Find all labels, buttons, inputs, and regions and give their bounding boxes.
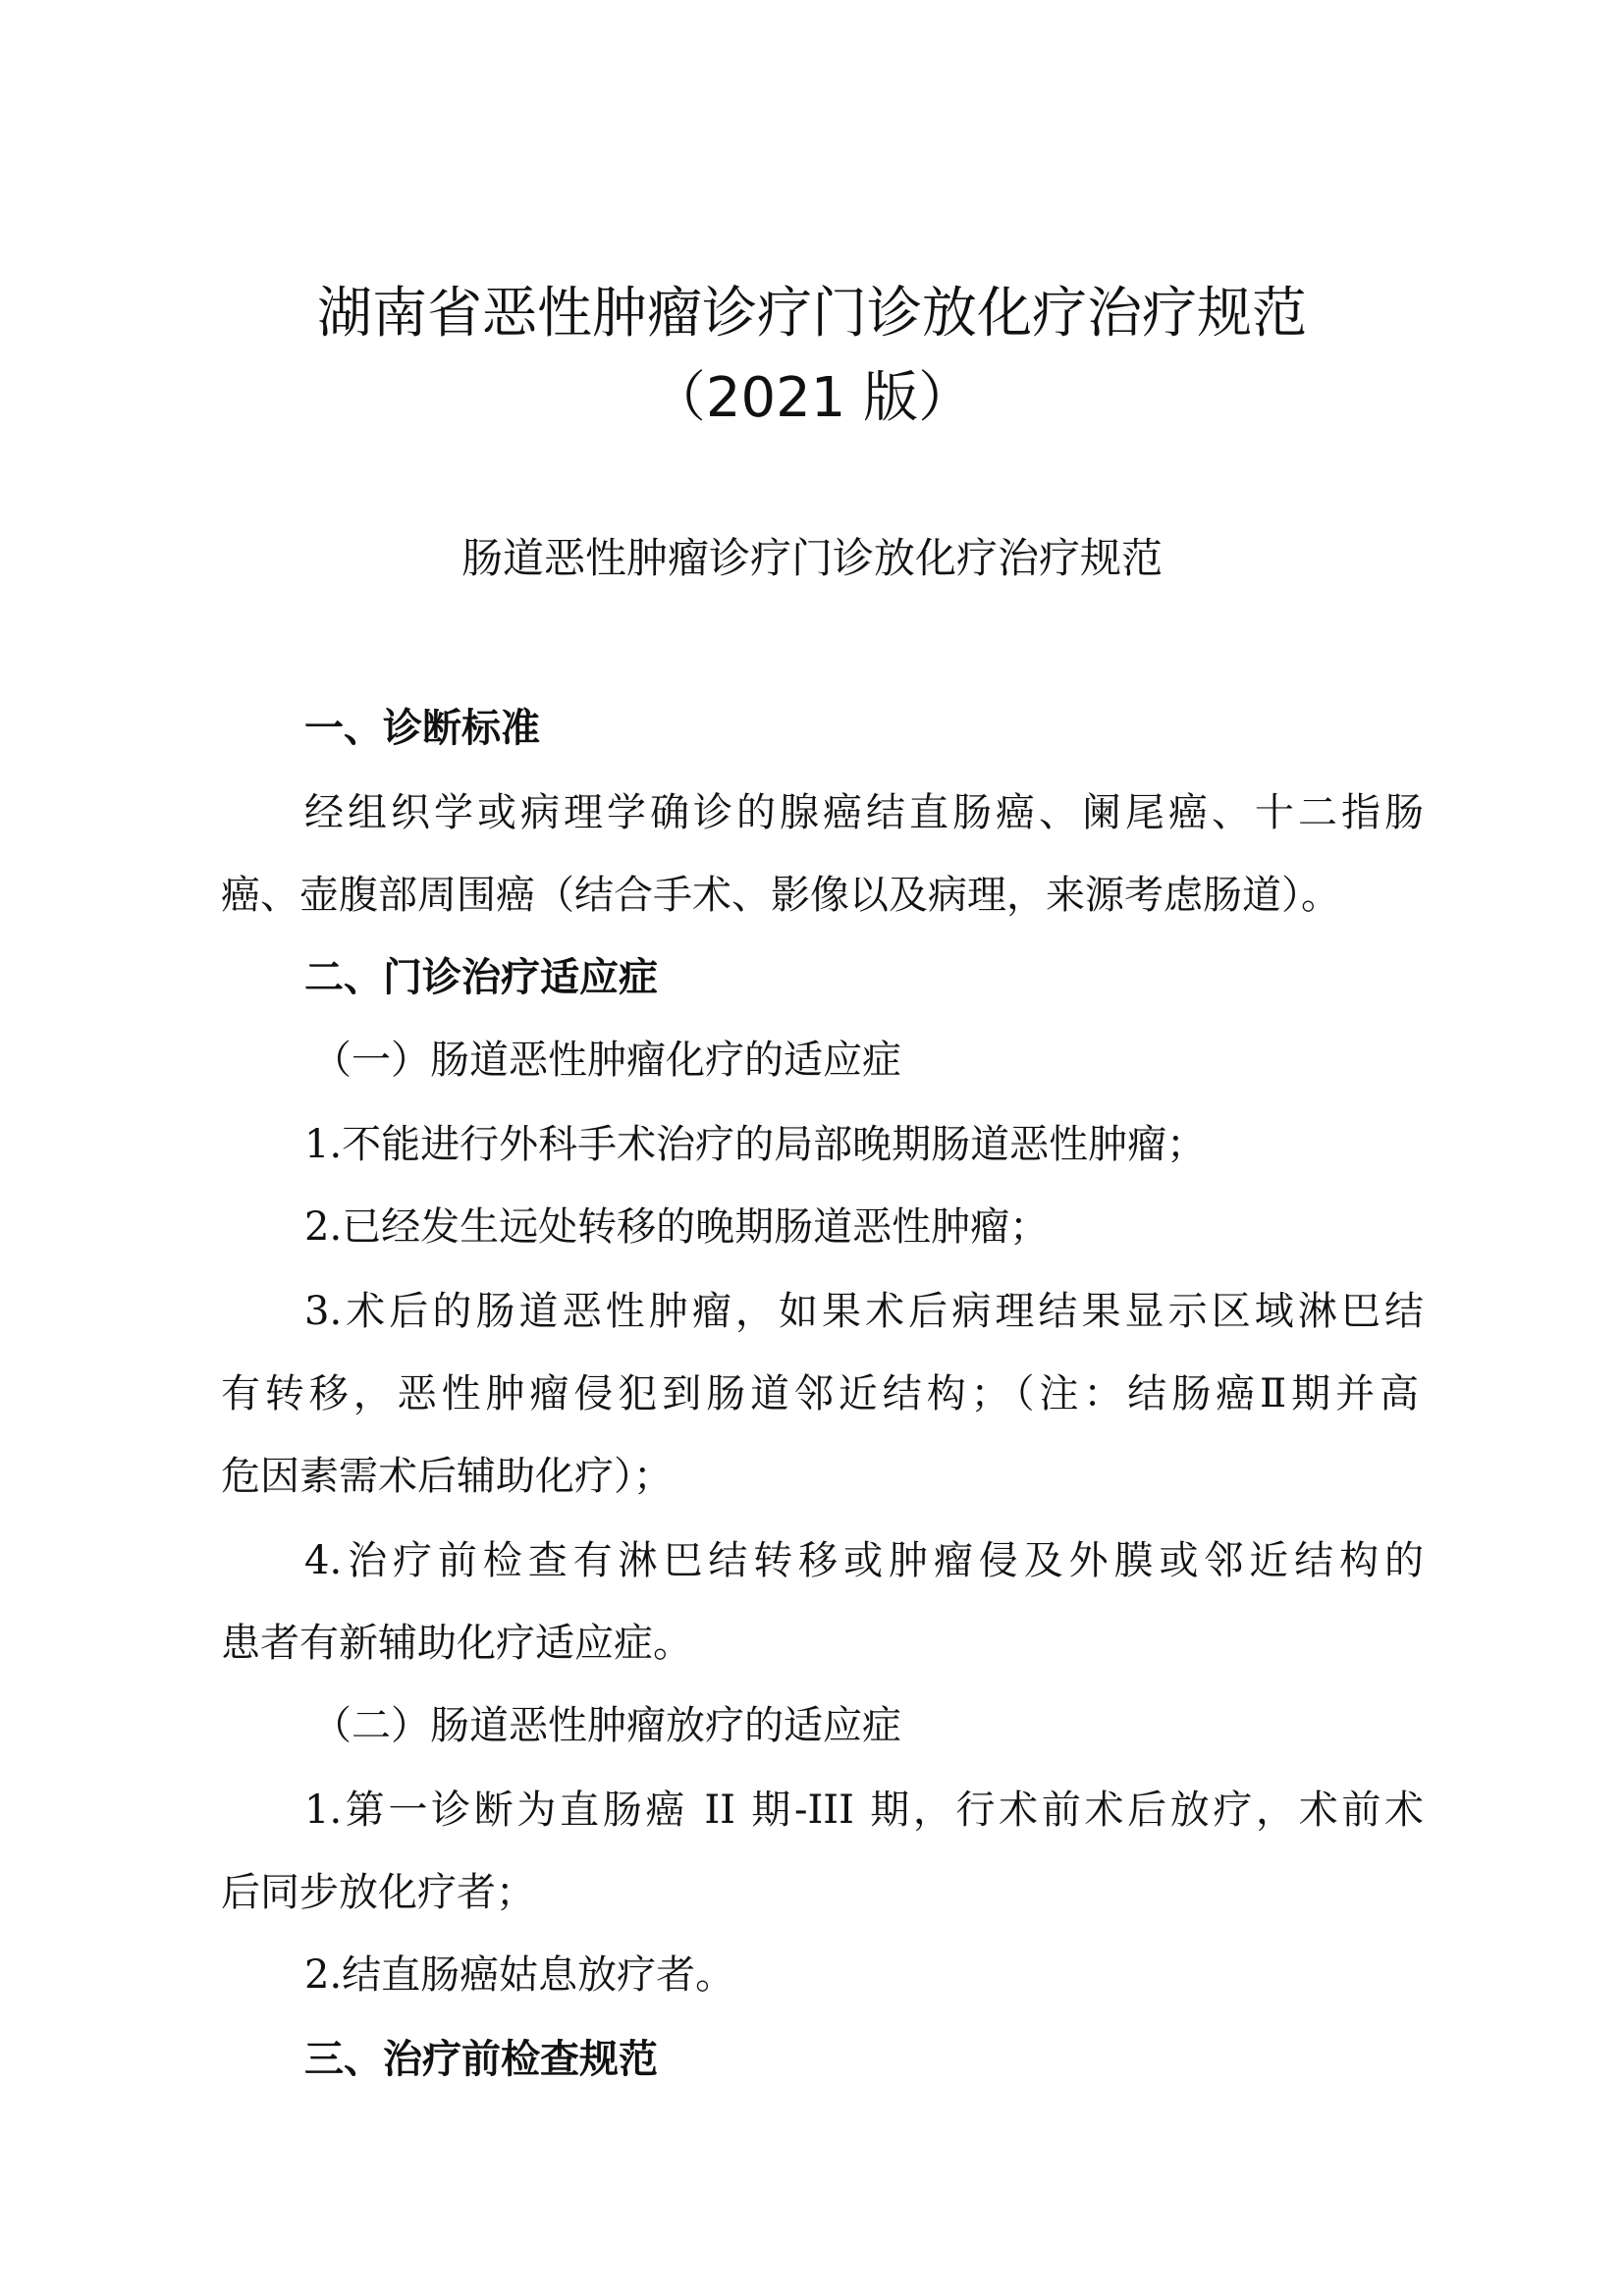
diagnosis-paragraph-line: 癌、壶腹部周围癌（结合手术、影像以及病理，来源考虑肠道）。	[221, 873, 1340, 918]
document-title-year: （2021 版）	[650, 366, 974, 430]
list-item-line: 危因素需术后辅助化疗）；	[221, 1454, 673, 1499]
list-item-line: 3.术后的肠道恶性肿瘤，如果术后病理结果显示区域淋巴结	[304, 1289, 1424, 1334]
document-subtitle: 肠道恶性肿瘤诊疗门诊放化疗治疗规范	[460, 534, 1163, 582]
subsection-heading-chemotherapy: （一）肠道恶性肿瘤化疗的适应症	[312, 1038, 901, 1083]
section-heading-diagnosis: 一、诊断标准	[304, 706, 540, 751]
section-heading-pretreatment-exam: 三、治疗前检查规范	[304, 2037, 658, 2082]
list-item: 2.结直肠癌姑息放疗者。	[304, 1952, 735, 1998]
list-item-line: 有转移，恶性肿瘤侵犯到肠道邻近结构；（注：结肠癌Ⅱ期并高	[221, 1371, 1419, 1416]
list-item: 1.不能进行外科手术治疗的局部晚期肠道恶性肿瘤；	[304, 1122, 1207, 1167]
section-heading-indications: 二、门诊治疗适应症	[304, 955, 658, 1000]
list-item-line: 后同步放化疗者；	[221, 1870, 535, 1915]
list-item: 2.已经发生远处转移的晚期肠道恶性肿瘤；	[304, 1204, 1050, 1250]
list-item-line: 患者有新辅助化疗适应症。	[221, 1621, 692, 1666]
document-title: 湖南省恶性肿瘤诊疗门诊放化疗治疗规范	[317, 282, 1307, 346]
list-item-line: 1.第一诊断为直肠癌 II 期-III 期，行术前术后放疗，术前术	[304, 1788, 1424, 1833]
list-item-line: 4.治疗前检查有淋巴结转移或肿瘤侵及外膜或邻近结构的	[304, 1538, 1424, 1583]
diagnosis-paragraph-line: 经组织学或病理学确诊的腺癌结直肠癌、阑尾癌、十二指肠	[304, 790, 1424, 835]
subsection-heading-radiotherapy: （二）肠道恶性肿瘤放疗的适应症	[312, 1703, 901, 1748]
